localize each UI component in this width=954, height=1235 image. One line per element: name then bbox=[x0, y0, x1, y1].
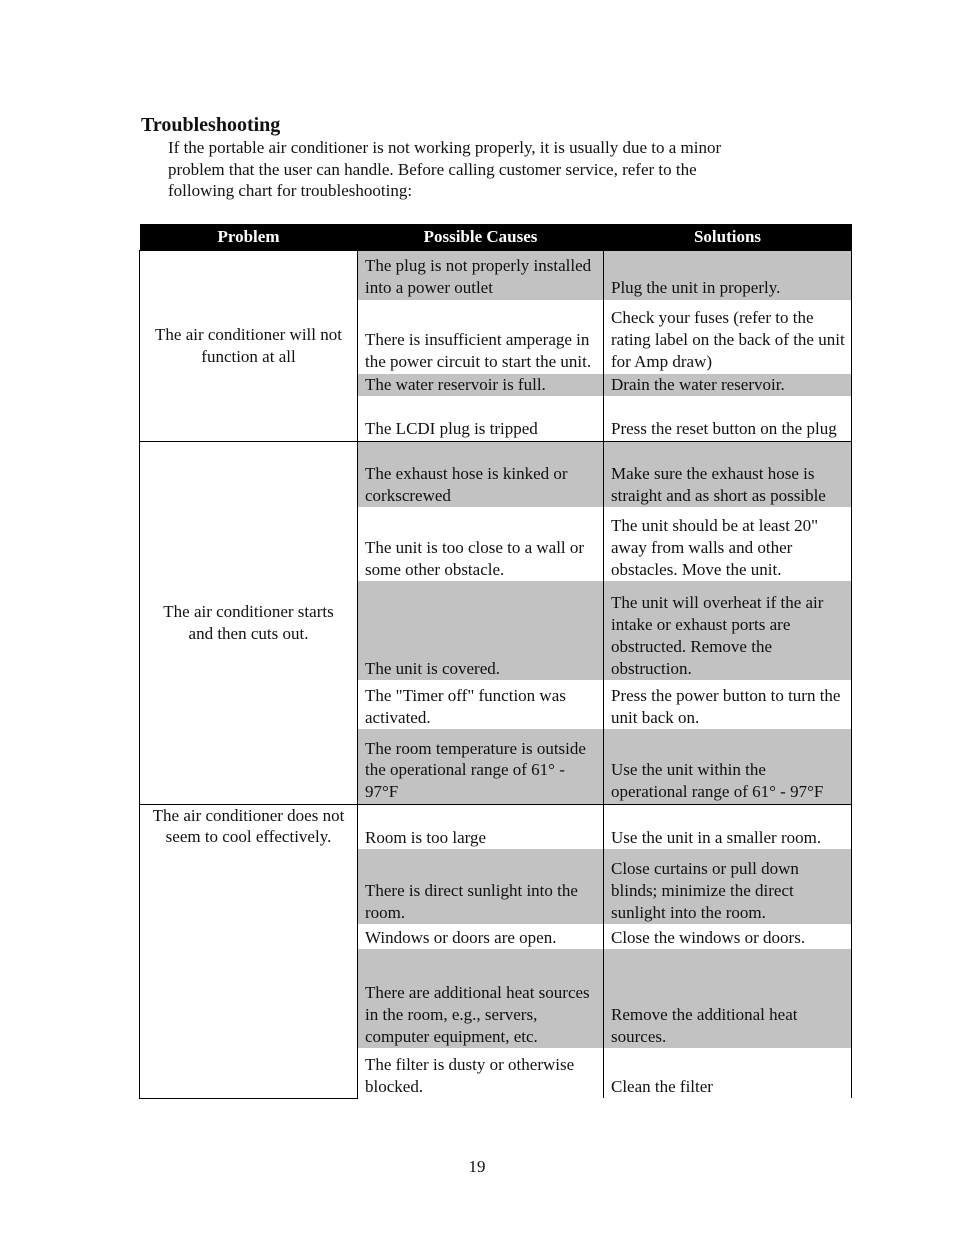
cause-cell: The filter is dusty or otherwise blocked. bbox=[358, 1048, 604, 1098]
solution-cell: Use the unit within the operational range of 61° - 97°F bbox=[604, 729, 852, 804]
cause-cell: There is direct sunlight into the room. bbox=[358, 849, 604, 924]
cause-cell: There is insufficient amperage in the power circuit to start the unit. bbox=[358, 300, 604, 374]
solution-cell: The unit should be at least 20" away from walls and other obstacles. Move the unit. bbox=[604, 507, 852, 581]
header-possible-causes: Possible Causes bbox=[358, 224, 604, 251]
cause-cell: The exhaust hose is kinked or corkscrewed bbox=[358, 441, 604, 507]
intro-line: If the portable air conditioner is not working properly, it is usually due to a minor bbox=[168, 138, 722, 157]
cause-cell: Windows or doors are open. bbox=[358, 924, 604, 949]
intro-line: following chart for troubleshooting: bbox=[168, 181, 413, 201]
solution-cell: Clean the filter bbox=[604, 1048, 852, 1098]
solution-cell: Press the reset button on the plug bbox=[604, 396, 852, 441]
intro-paragraph bbox=[168, 137, 808, 202]
solution-cell: Drain the water reservoir. bbox=[604, 374, 852, 397]
cause-cell: The water reservoir is full. bbox=[358, 374, 604, 397]
cause-cell: The plug is not properly installed into a power outlet bbox=[358, 251, 604, 300]
solution-cell: Remove the additional heat sources. bbox=[604, 949, 852, 1048]
problem-cell: The air conditioner will not function at all bbox=[140, 251, 358, 442]
solution-cell: Press the power button to turn the unit back on. bbox=[604, 680, 852, 729]
cause-cell: The unit is too close to a wall or some other obstacle. bbox=[358, 507, 604, 581]
header-problem: Problem bbox=[140, 224, 358, 251]
solution-cell: Use the unit in a smaller room. bbox=[604, 804, 852, 849]
solution-cell: Close curtains or pull down blinds; minimize the direct sunlight into the room. bbox=[604, 849, 852, 924]
page-number: 19 bbox=[468, 1157, 486, 1176]
problem-cell: The air conditioner starts and then cuts out. bbox=[140, 441, 358, 804]
solution-cell: Make sure the exhaust hose is straight and as short as possible bbox=[604, 441, 852, 507]
table-header-row bbox=[140, 224, 852, 251]
table-row bbox=[140, 441, 852, 507]
cause-cell: The "Timer off" function was activated. bbox=[358, 680, 604, 729]
solution-cell: The unit will overheat if the air intake or exhaust ports are obstructed. Remove the obstruction. bbox=[604, 581, 852, 680]
cause-cell: The unit is covered. bbox=[358, 581, 604, 680]
solution-cell: Close the windows or doors. bbox=[604, 924, 852, 949]
troubleshooting-table bbox=[139, 224, 852, 1099]
problem-cell: The air conditioner does not seem to cool effectively. bbox=[140, 804, 358, 1098]
cause-cell: Room is too large bbox=[358, 804, 604, 849]
solution-cell: Plug the unit in properly. bbox=[604, 251, 852, 300]
table-row bbox=[140, 251, 852, 300]
cause-cell: The LCDI plug is tripped bbox=[358, 396, 604, 441]
cause-cell: The room temperature is outside the operational range of 61° - 97°F bbox=[358, 729, 604, 804]
table-row bbox=[140, 804, 852, 849]
cause-cell: There are additional heat sources in the room, e.g., servers, computer equipment, etc. bbox=[358, 949, 604, 1048]
intro-line: problem that the user can handle. Before calling customer service, refer to the bbox=[168, 159, 697, 179]
page-title: Troubleshooting bbox=[141, 114, 281, 136]
header-solutions: Solutions bbox=[604, 224, 852, 251]
solution-cell: Check your fuses (refer to the rating label on the back of the unit for Amp draw) bbox=[604, 300, 852, 374]
